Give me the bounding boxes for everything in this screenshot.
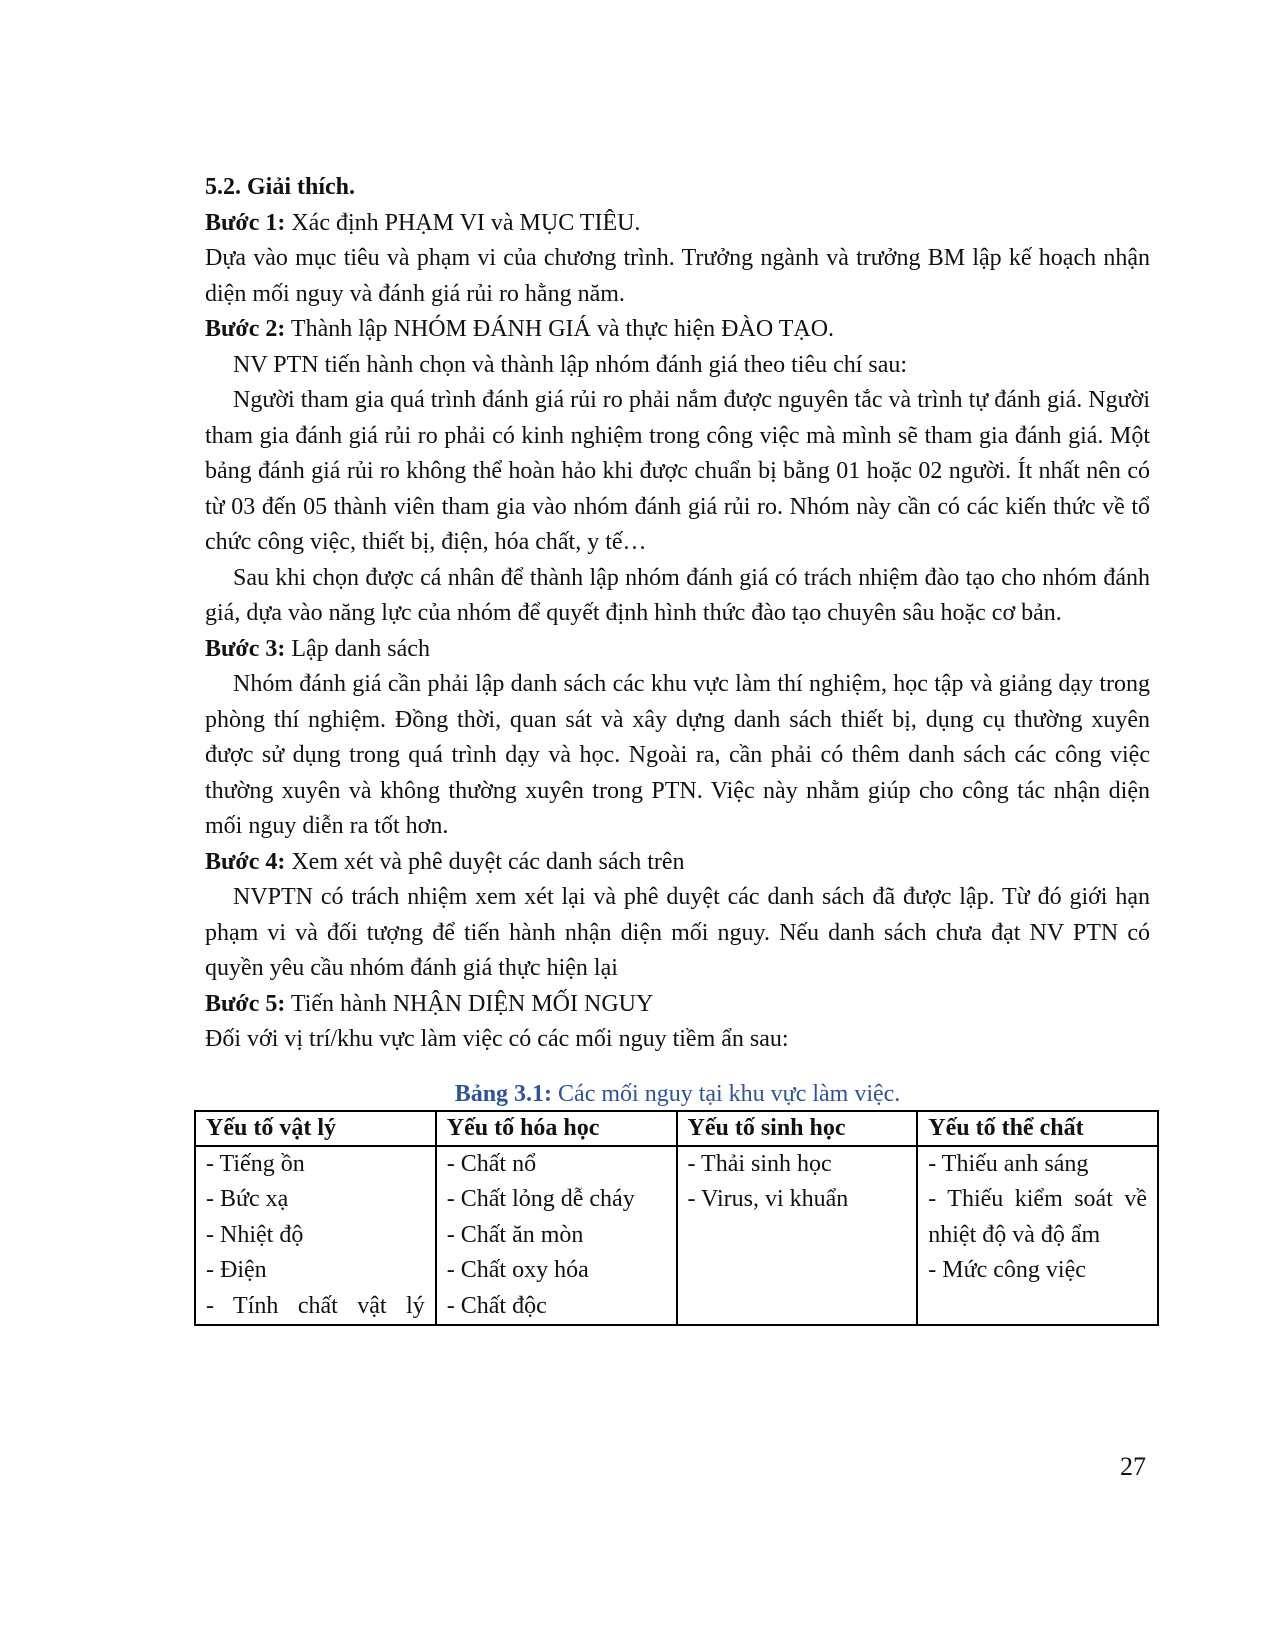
step-3-paragraph: Nhóm đánh giá cần phải lập danh sách các khu vực làm thí nghiệm, học tập và giảng dạy trong phòng thí nghiệm. Đồng thời, quan sát và xây dựng danh sách thiết bị, dụng cụ thường xuyên được sử dụng trong quá trình dạy và học. Ngoài ra, cần phải có thêm danh sách các công việc thường xuyên và không thường xuyên trong PTN. Việc này nhằm giúp cho công tác nhận diện mối nguy diễn ra tốt hơn. xyxy=(205,671,1150,839)
step-3-label: Bước 3: xyxy=(205,635,286,662)
step-1-paragraph: Dựa vào mục tiêu và phạm vi của chương trình. Trưởng ngành và trưởng BM lập kế hoạch nhận diện mối nguy và đánh giá rủi ro hằng năm. xyxy=(205,245,1150,307)
list-item: - Thiếu kiểm soát về nhiệt độ và độ ẩm xyxy=(928,1186,1147,1248)
step-4-heading-text: Xem xét và phê duyệt các danh sách trên xyxy=(285,848,685,875)
step-3-heading-text: Lập danh sách xyxy=(285,635,430,662)
list-item: - Chất ăn mòn xyxy=(446,1221,584,1248)
table-row xyxy=(195,1146,1158,1326)
cell-chemical xyxy=(436,1146,677,1326)
header-biological: Yếu tố sinh học xyxy=(677,1111,918,1146)
list-item: - Virus, vi khuẩn xyxy=(687,1186,849,1212)
step-5-heading xyxy=(205,987,1150,1023)
step-4-label: Bước 4: xyxy=(205,848,286,875)
step-2-heading-text: Thành lập NHÓM ĐÁNH GIÁ và thực hiện ĐÀO TẠO. xyxy=(285,316,835,342)
header-ergonomic: Yếu tố thể chất xyxy=(917,1111,1158,1146)
cell-biological xyxy=(677,1146,918,1326)
cell-physical xyxy=(195,1146,436,1326)
step-1-heading xyxy=(205,206,1150,242)
step-5-heading-text: Tiến hành NHẬN DIỆN MỐI NGUY xyxy=(285,990,654,1017)
step-1-heading-text: Xác định PHẠM VI và MỤC TIÊU. xyxy=(285,209,641,236)
list-item: - Bức xạ xyxy=(206,1186,289,1212)
list-item: - Tính chất vật lý xyxy=(206,1292,425,1319)
list-item: - Thải sinh học xyxy=(687,1150,832,1177)
list-item: - Thiếu anh sáng xyxy=(928,1150,1089,1177)
page-content xyxy=(205,170,1150,1326)
step-2-heading xyxy=(205,312,1150,348)
step-4-paragraph: NVPTN có trách nhiệm xem xét lại và phê duyệt các danh sách đã được lập. Từ đó giới hạn phạm vi và đối tượng để tiến hành nhận diện mối nguy. Nếu danh sách chưa đạt NV PTN có quyền yêu cầu nhóm đánh giá thực hiện lại xyxy=(205,884,1150,981)
list-item: - Tiếng ồn xyxy=(206,1150,305,1177)
step-4-heading xyxy=(205,845,1150,881)
list-item: - Chất độc xyxy=(446,1292,547,1319)
table-caption-label: Bảng 3.1: xyxy=(454,1080,553,1107)
list-item: - Nhiệt độ xyxy=(206,1221,304,1248)
table-header-row xyxy=(195,1111,1158,1146)
page-number: 27 xyxy=(1120,1452,1146,1481)
table-caption xyxy=(205,1078,1150,1110)
hazard-table xyxy=(194,1110,1159,1327)
step-2-paragraph-2: Người tham gia quá trình đánh giá rủi ro phải nắm được nguyên tắc và trình tự đánh giá. Người tham gia đánh giá rủi ro phải có kinh nghiệm trong công việc mà mình sẽ tham gia đánh giá. Một bảng đánh giá rủi ro không thể hoàn hảo khi được chuẩn bị bằng 01 hoặc 02 người. Ít nhất nên có từ 03 đến 05 thành viên tham gia vào nhóm đánh giá rủi ro. Nhóm này cần có các kiến thức về tổ chức công việc, thiết bị, điện, hóa chất, y tế… xyxy=(205,387,1150,555)
header-physical: Yếu tố vật lý xyxy=(195,1111,436,1146)
step-5-paragraph: Đối với vị trí/khu vực làm việc có các mối nguy tiềm ẩn sau: xyxy=(205,1026,789,1052)
list-item: - Điện xyxy=(206,1257,267,1283)
step-2-label: Bước 2: xyxy=(205,316,286,342)
section-title: 5.2. Giải thích. xyxy=(205,174,356,200)
step-5-label: Bước 5: xyxy=(205,990,286,1017)
cell-ergonomic xyxy=(917,1146,1158,1326)
header-chemical: Yếu tố hóa học xyxy=(436,1111,677,1146)
table-caption-text: Các mối nguy tại khu vực làm việc. xyxy=(552,1080,901,1107)
step-3-heading xyxy=(205,632,1150,668)
step-2-paragraph-1: NV PTN tiến hành chọn và thành lập nhóm đánh giá theo tiêu chí sau: xyxy=(233,351,908,378)
list-item: - Mức công việc xyxy=(928,1257,1086,1283)
list-item: - Chất oxy hóa xyxy=(446,1257,589,1283)
step-1-label: Bước 1: xyxy=(205,209,286,236)
step-2-paragraph-3: Sau khi chọn được cá nhân để thành lập nhóm đánh giá có trách nhiệm đào tạo cho nhóm đánh giá, dựa vào năng lực của nhóm để quyết định hình thức đào tạo chuyên sâu hoặc cơ bản. xyxy=(205,564,1150,626)
list-item: - Chất nổ xyxy=(446,1150,537,1177)
list-item: - Chất lỏng dễ cháy xyxy=(446,1186,635,1212)
